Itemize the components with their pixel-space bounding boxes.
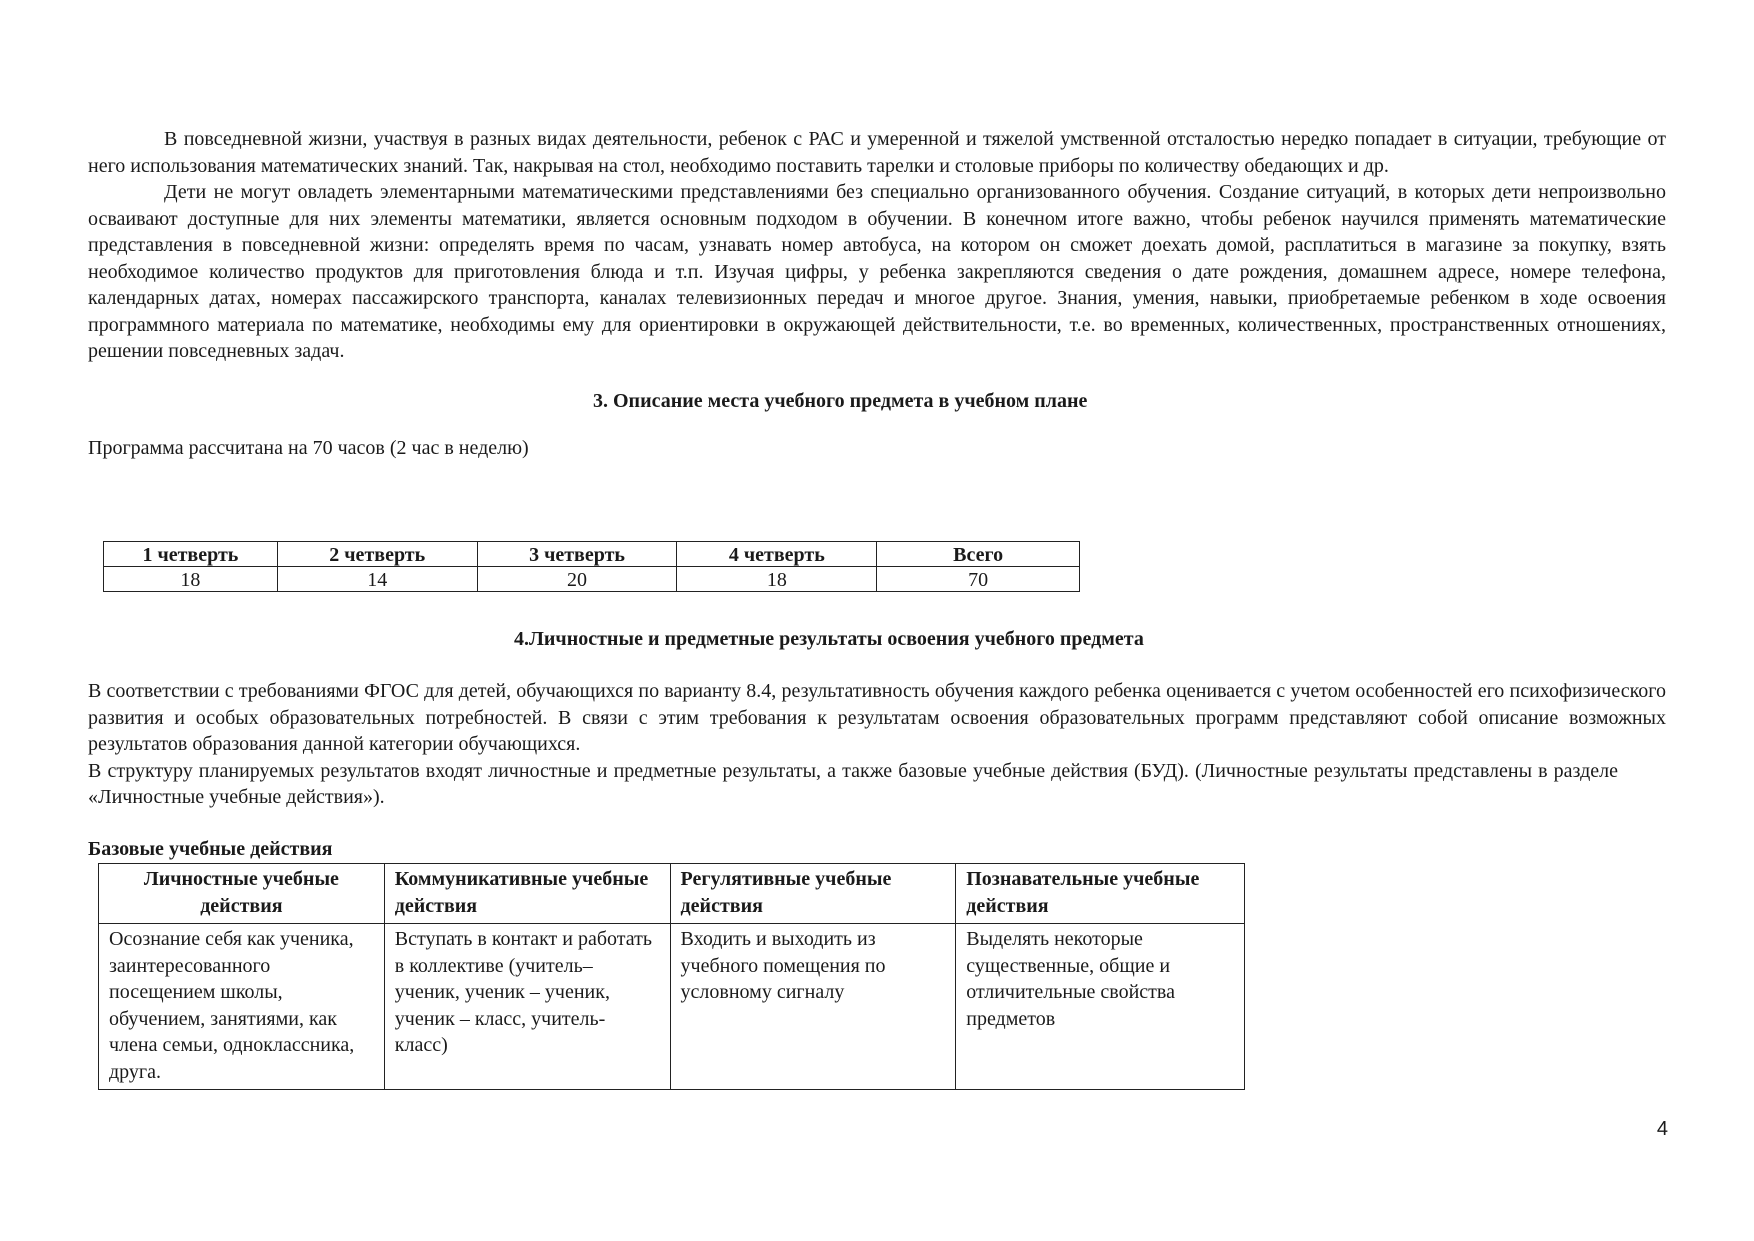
hours-header-q2: 2 четверть [277, 542, 477, 567]
hours-header-q4: 4 четверть [677, 542, 877, 567]
hours-header-total: Всего [877, 542, 1080, 567]
bud-cell-communicative: Вступать в контакт и работать в коллективе (учитель– ученик, ученик – ученик, ученик – класс, учитель- класс) [384, 924, 670, 1090]
hours-table-value-row [104, 567, 1080, 592]
bud-cell-personal: Осознание себя как ученика, заинтересованного посещением школы, обучением, занятиями, как члена семьи, одноклассника, друга. [99, 924, 385, 1090]
bud-title: Базовые учебные действия [88, 838, 333, 860]
intro-paragraph-2: Дети не могут овладеть элементарными математическими представлениями без специально организованного обучения. Создание ситуаций, в которых дети непроизвольно осваивают доступные для них элементы математики, является основным подходом в обучении. В конечном итоге важно, чтобы ребенок научился применять математические представления в повседневной жизни: определять время по часам, узнавать номер автобуса, на котором он сможет доехать домой, расплатиться в магазине за покупку, взять необходимое количество продуктов для приготовления блюда и т.п. Изучая цифры, у ребенка закрепляются сведения о дате рождения, домашнем адресе, номере телефона, календарных датах, номерах пассажирского транспорта, каналах телевизионных передач и многое другое. Знания, умения, навыки, приобретаемые ребенком в ходе освоения программного материала по математике, необходимы ему для ориентировки в окружающей действительности, т.е. во временных, количественных, пространственных отношениях, решении повседневных задач. [88, 181, 1666, 362]
hours-value-q3: 20 [477, 567, 677, 592]
hours-value-q2: 14 [277, 567, 477, 592]
section-4-paragraph-1: В соответствии с требованиями ФГОС для детей, обучающихся по варианту 8.4, результативность обучения каждого ребенка оценивается с учетом особенностей его психофизического развития и особых образовательных потребностей. В связи с этим требования к результатам освоения образовательных программ представляют собой описание возможных результатов образования данной категории обучающихся. [88, 680, 1666, 755]
hours-statement: Программа рассчитана на 70 часов (2 час в неделю) [88, 437, 529, 459]
bud-cell-cognitive: Выделять некоторые существенные, общие и отличительные свойства предметов [956, 924, 1245, 1090]
bud-table [98, 863, 1245, 1090]
bud-header-regulatory: Регулятивные учебные действия [670, 864, 956, 924]
section-4-title: 4.Личностные и предметные результаты освоения учебного предмета [514, 628, 1144, 650]
hours-header-q3: 3 четверть [477, 542, 677, 567]
section-4-paragraph-2: В структуру планируемых результатов входят личностные и предметные результаты, а также базовые учебные действия (БУД). (Личностные результаты представлены в разделе «Личностные учебные действия»). [88, 759, 1618, 808]
bud-header-cognitive: Познавательные учебные действия [956, 864, 1245, 924]
intro-section [88, 126, 1666, 365]
hours-header-q1: 1 четверть [104, 542, 278, 567]
section-3-title: 3. Описание места учебного предмета в учебном плане [593, 390, 1088, 412]
page-number: 4 [1656, 1118, 1668, 1140]
hours-table [103, 541, 1080, 592]
bud-content-row [99, 924, 1245, 1090]
intro-paragraph-1: В повседневной жизни, участвуя в разных видах деятельности, ребенок с РАС и умеренной и тяжелой умственной отсталостью нередко попадает в ситуации, требующие от него использования математических знаний. Так, накрывая на стол, необходимо поставить тарелки и столовые приборы по количеству обедающих и др. [88, 128, 1666, 177]
hours-table-header-row [104, 542, 1080, 567]
bud-header-personal: Личностные учебные действия [99, 864, 385, 924]
bud-header-communicative: Коммуникативные учебные действия [384, 864, 670, 924]
section-4-body [88, 678, 1666, 811]
hours-value-total: 70 [877, 567, 1080, 592]
bud-header-row [99, 864, 1245, 924]
hours-value-q4: 18 [677, 567, 877, 592]
bud-cell-regulatory: Входить и выходить из учебного помещения по условному сигналу [670, 924, 956, 1090]
hours-value-q1: 18 [104, 567, 278, 592]
